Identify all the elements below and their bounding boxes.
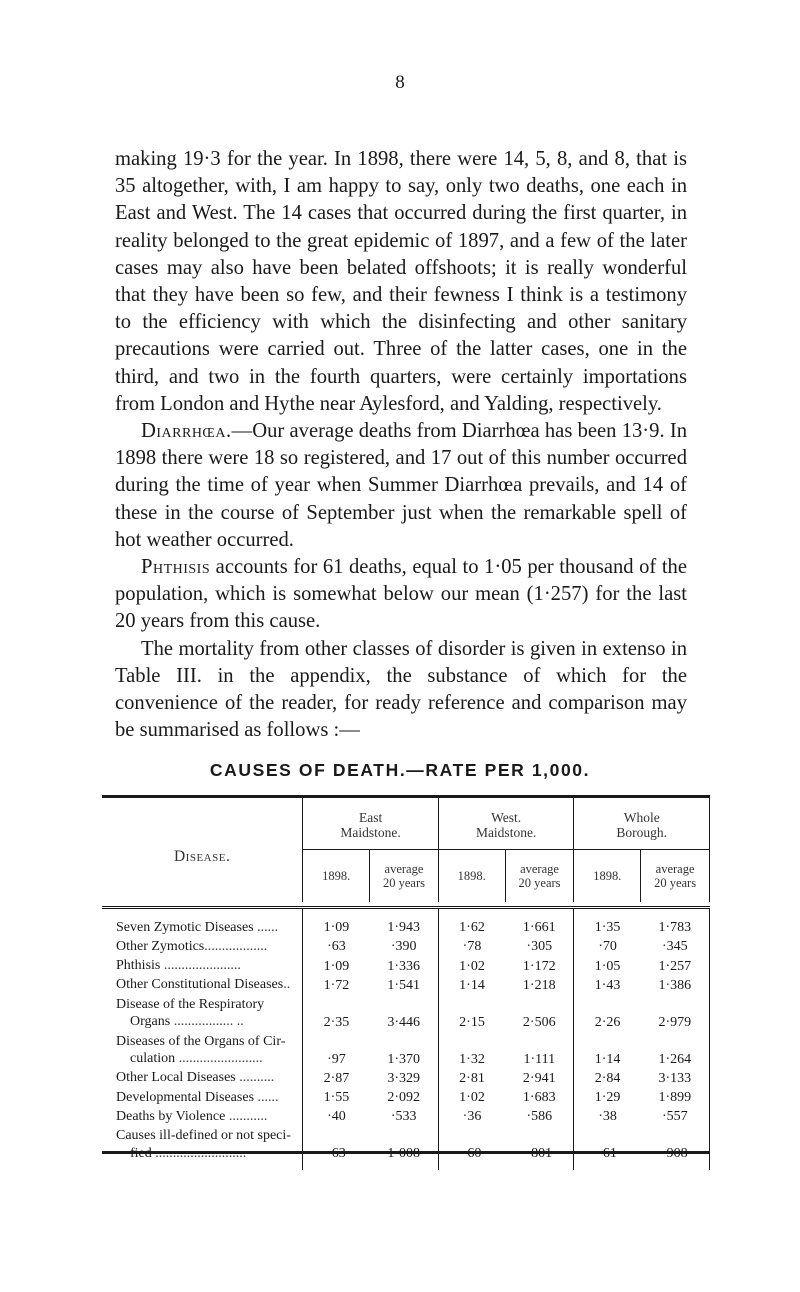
east-year-header: 1898.	[303, 850, 370, 903]
disease-name: Disease of the Respiratory Organs ................. ..	[102, 994, 303, 1031]
table-row: Other Zymotics.................. ·63 ·390 ·78 ·305 ·70 ·345	[102, 936, 710, 955]
phthisis-heading: Phthisis	[141, 556, 211, 579]
table-row: Other Constitutional Diseases.. 1·72 1·541 1·14 1·218 1·43 1·386	[102, 975, 710, 994]
table-row: Other Local Diseases .......... 2·87 3·329 2·81 2·941 2·84 3·133	[102, 1068, 710, 1087]
disease-name: Seven Zymotic Diseases ......	[102, 917, 303, 936]
whole-average-header: average 20 years	[641, 850, 710, 903]
disease-name: Developmental Diseases ......	[102, 1087, 303, 1106]
phthisis-text: accounts for 61 deaths, equal to 1·05 per thousand of the population, which is somewhat below our mean (1·257) for the last 20 years from this cause.	[115, 556, 687, 633]
paragraph-phthisis	[115, 554, 687, 636]
disease-name: Deaths by Violence ...........	[102, 1106, 303, 1125]
disease-name: Other Local Diseases ..........	[102, 1068, 303, 1087]
table-row: Diseases of the Organs of Cir- culation ........................ ·97 1·370 1·32 1·111 1·14 1·264	[102, 1031, 710, 1068]
table-row: Developmental Diseases ...... 1·55 2·092 1·02 1·683 1·29 1·899	[102, 1087, 710, 1106]
whole-year-header: 1898.	[574, 850, 641, 903]
causes-of-death-table	[102, 795, 710, 1162]
west-average-header: average 20 years	[505, 850, 574, 903]
disease-name: Other Zymotics..................	[102, 936, 303, 955]
diarrhoea-text: —Our average deaths from Diarrhœa has been 13·9. In 1898 there were 18 so registered, and 17 out of this number occurred during the time of year when Summer Diarrhœa prevails, and 14 of these in the course of September just when the remarkable spell of hot weather occurred.	[115, 420, 687, 551]
body-text	[115, 146, 687, 744]
paragraph-summary: The mortality from other classes of disorder is given in extenso in Table III. in the appendix, the substance of which for the convenience of the reader, for ready reference and comparison may be summarised as follows :—	[115, 637, 687, 742]
east-maidstone-header: East Maidstone.	[303, 798, 439, 850]
disease-name: Other Constitutional Diseases..	[102, 975, 303, 994]
east-average-header: average 20 years	[370, 850, 439, 903]
disease-name: Causes ill-defined or not speci- fied ..........................	[102, 1125, 303, 1162]
whole-borough-header: Whole Borough.	[574, 798, 710, 850]
disease-name: Phthisis ......................	[102, 955, 303, 974]
disease-column-header: Disease.	[102, 798, 303, 902]
disease-name: Diseases of the Organs of Cir- culation ........................	[102, 1031, 303, 1068]
diarrhoea-heading: Diarrhœa.	[141, 420, 232, 443]
paragraph-smallpox: making 19·3 for the year. In 1898, there were 14, 5, 8, and 8, that is 35 altogether, with, I am happy to say, only two deaths, one each in East and West. The 14 cases that occurred during the first quarter, in reality belonged to the great epidemic of 1897, and a few of the later cases may also have been belated offshoots; it is really wonderful that they have been so few, and their fewness I think is a testimony to the efficiency with which the disinfecting and other sanitary precautions were carried out. Three of the latter cases, one in the third, and two in the fourth quarters, were certainly importations from London and Hythe near Aylesford, and Yalding, respectively.	[115, 148, 687, 415]
table-row: Causes ill-defined or not speci- fied .......................... ·63 1·008 ·60 ·801 ·61 ·908	[102, 1125, 710, 1162]
west-maidstone-header: West. Maidstone.	[438, 798, 574, 850]
page-number: 8	[395, 72, 405, 93]
table-row: Deaths by Violence ........... ·40 ·533 ·36 ·586 ·38 ·557	[102, 1106, 710, 1125]
west-year-header: 1898.	[438, 850, 505, 903]
table-row: Phthisis ...................... 1·09 1·336 1·02 1·172 1·05 1·257	[102, 955, 710, 974]
table-title: CAUSES OF DEATH.—RATE PER 1,000.	[209, 760, 591, 780]
table-row: Disease of the Respiratory Organs ................. .. 2·35 3·446 2·15 2·506 2·26 2·979	[102, 994, 710, 1031]
paragraph-diarrhoea	[115, 418, 687, 554]
table-row: Seven Zymotic Diseases ...... 1·09 1·943 1·62 1·661 1·35 1·783	[102, 917, 710, 936]
